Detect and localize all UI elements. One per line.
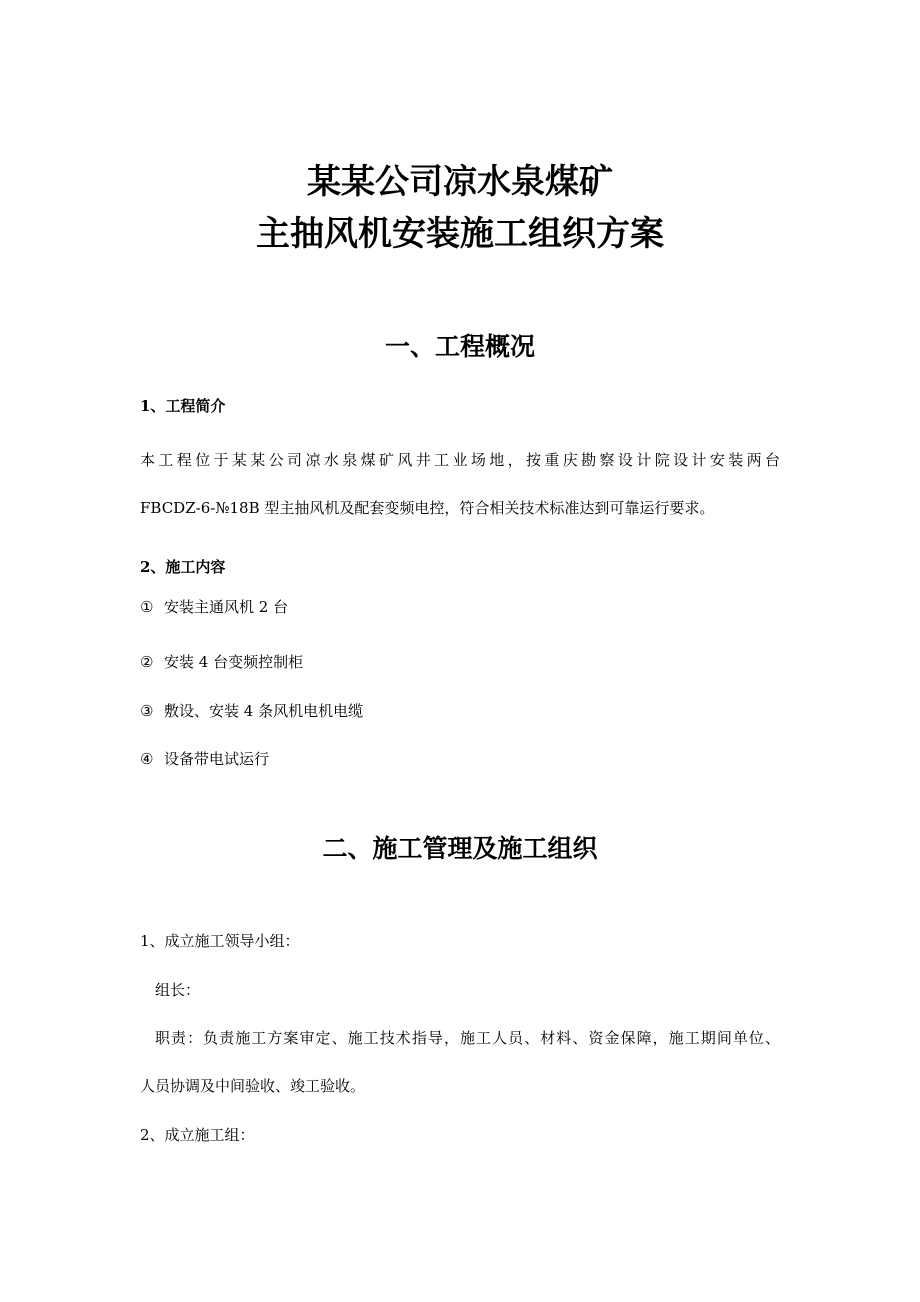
list-item-text: 安装主通风机 2 台 <box>164 598 289 616</box>
list-item-marker: ② <box>140 653 154 671</box>
content-list-item <box>140 596 288 618</box>
intro-paragraph-line-1: 本工程位于某某公司凉水泉煤矿风井工业场地，按重庆勘察设计院设计安装两台 <box>140 451 780 469</box>
subsection-1-2-label: 2、施工内容 <box>140 558 226 576</box>
list-item-marker: ① <box>140 598 154 616</box>
construction-group-item: 2、成立施工组： <box>140 1126 255 1144</box>
document-title-line-2: 主抽风机安装施工组织方案 <box>256 214 664 254</box>
list-item-marker: ③ <box>140 702 154 720</box>
list-item-marker: ④ <box>140 750 154 768</box>
content-list-item <box>140 748 269 770</box>
content-list-item <box>140 651 303 673</box>
duty-paragraph-line-2: 人员协调及中间验收、竣工验收。 <box>140 1077 366 1095</box>
section-2-heading: 二、施工管理及施工组织 <box>322 834 598 863</box>
section-1-heading: 一、工程概况 <box>384 332 535 361</box>
list-item-text: 敷设、安装 4 条风机电机电缆 <box>164 702 364 720</box>
subsection-1-1-label: 1、工程简介 <box>140 397 226 415</box>
content-list-item <box>140 700 363 722</box>
list-item-text: 安装 4 台变频控制柜 <box>164 653 304 671</box>
document-title-line-1: 某某公司凉水泉煤矿 <box>307 162 613 202</box>
group-leader-label: 组长： <box>155 981 201 999</box>
leadership-group-item: 1、成立施工领导小组： <box>140 932 300 950</box>
duty-paragraph-line-1: 职责：负责施工方案审定、施工技术指导，施工人员、材料、资金保障，施工期间单位、 <box>155 1029 780 1047</box>
list-item-text: 设备带电试运行 <box>164 750 270 768</box>
intro-paragraph-line-2: FBCDZ-6-№18B 型主抽风机及配套变频电控，符合相关技术标准达到可靠运行要求。 <box>140 499 715 517</box>
